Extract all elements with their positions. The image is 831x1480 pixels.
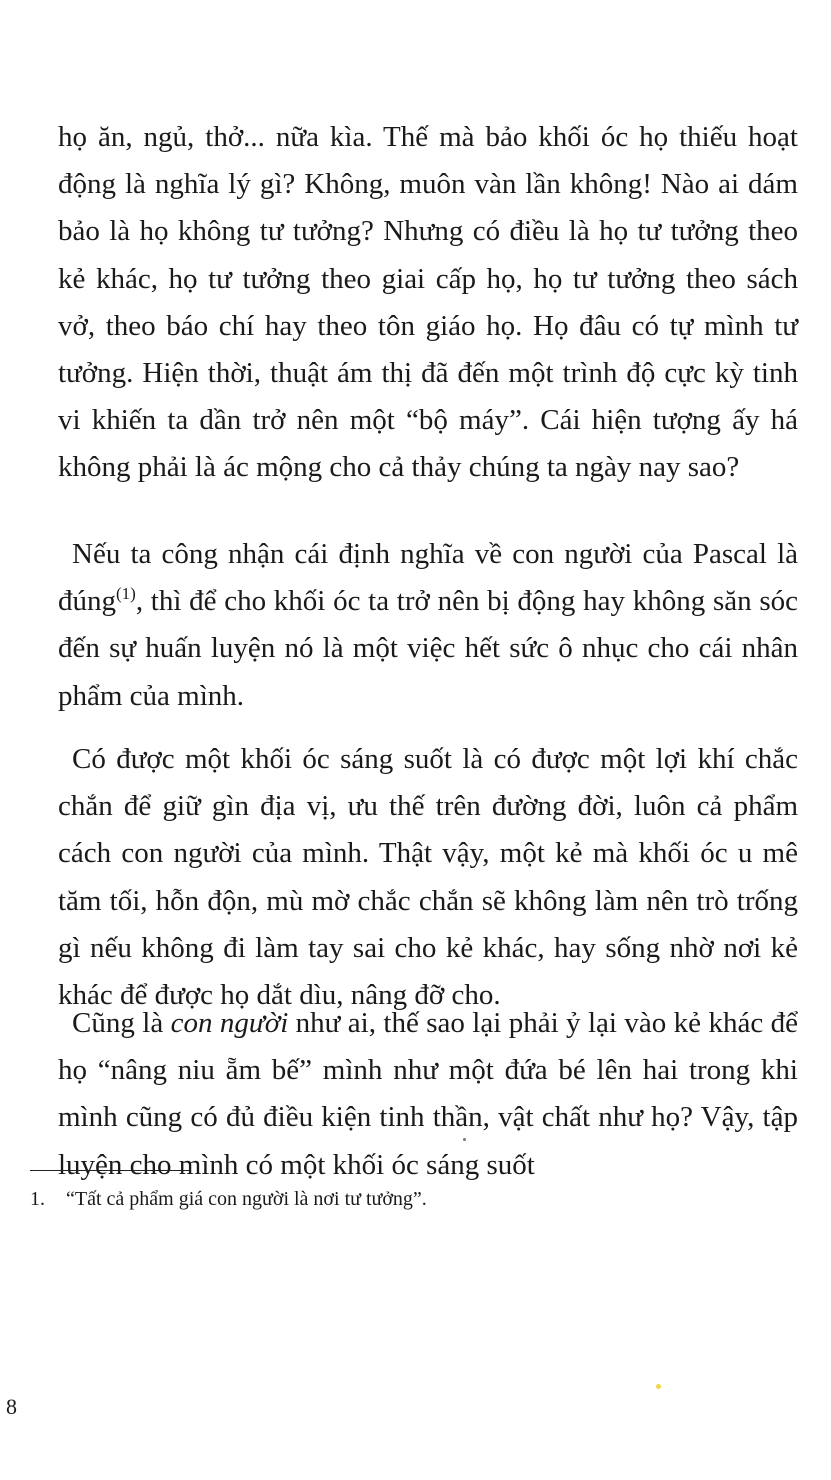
paragraph-4-text-start: Cũng là (72, 1007, 171, 1039)
footnote-reference: (1) (116, 584, 136, 604)
page-number: 8 (6, 1394, 17, 1419)
paragraph-4-text-end: như ai, thế sao lại phải ỷ lại vào kẻ khác để họ “nâng niu ẵm bế” mình như một đứa bé lên hai trong khi mình cũng có đủ điều kiện tinh thần, vật chất như họ? Vậy, tập luyện cho mình có một khối óc sáng suốt (58, 1007, 798, 1181)
footnote-number: 1. (30, 1188, 45, 1210)
paragraph-2-text-end: , thì để cho khối óc ta trở nên bị động hay không săn sóc đến sự huấn luyện nó là một việc hết sức ô nhục cho cái nhân phẩm của mình. (58, 585, 798, 712)
body-paragraph-4 (58, 1000, 798, 1189)
emphasized-phrase: con người (170, 1007, 289, 1039)
paragraph-2-text-start: Nếu ta công nhận cái định nghĩa về con người của Pascal là đúng (58, 538, 798, 618)
body-paragraph-3: Có được một khối óc sáng suốt là có được một lợi khí chắc chắn để giữ gìn địa vị, ưu thế trên đường đời, luôn cả phẩm cách con người của mình. Thật vậy, một kẻ mà khối óc u mê tăm tối, hỗn độn, mù mờ chắc chắn sẽ không làm nên trò trống gì nếu không đi làm tay sai cho kẻ khác, hay sống nhờ nơi kẻ khác để được họ dắt dìu, nâng đỡ cho. (58, 743, 798, 1012)
footnote-text: “Tất cả phẩm giá con người là nơi tư tưởng”. (66, 1188, 427, 1210)
print-speck (463, 1138, 466, 1141)
body-paragraph-1: họ ăn, ngủ, thở... nữa kìa. Thế mà bảo khối óc họ thiếu hoạt động là nghĩa lý gì? Không, muôn vàn lần không! Nào ai dám bảo là họ không tư tưởng? Nhưng có điều là họ tư tưởng theo kẻ khác, họ tư tưởng theo giai cấp họ, họ tư tưởng theo sách vở, theo báo chí hay theo tôn giáo họ. Họ đâu có tự mình tư tưởng. Hiện thời, thuật ám thị đã đến một trình độ cực kỳ tinh vi khiến ta dần trở nên một “bộ máy”. Cái hiện tượng ấy há không phải là ác mộng cho cả thảy chúng ta ngày nay sao? (58, 121, 798, 484)
highlight-speck (656, 1384, 661, 1389)
body-paragraph-2 (58, 531, 798, 720)
footnote (30, 1186, 427, 1212)
footnote-divider (30, 1170, 190, 1171)
